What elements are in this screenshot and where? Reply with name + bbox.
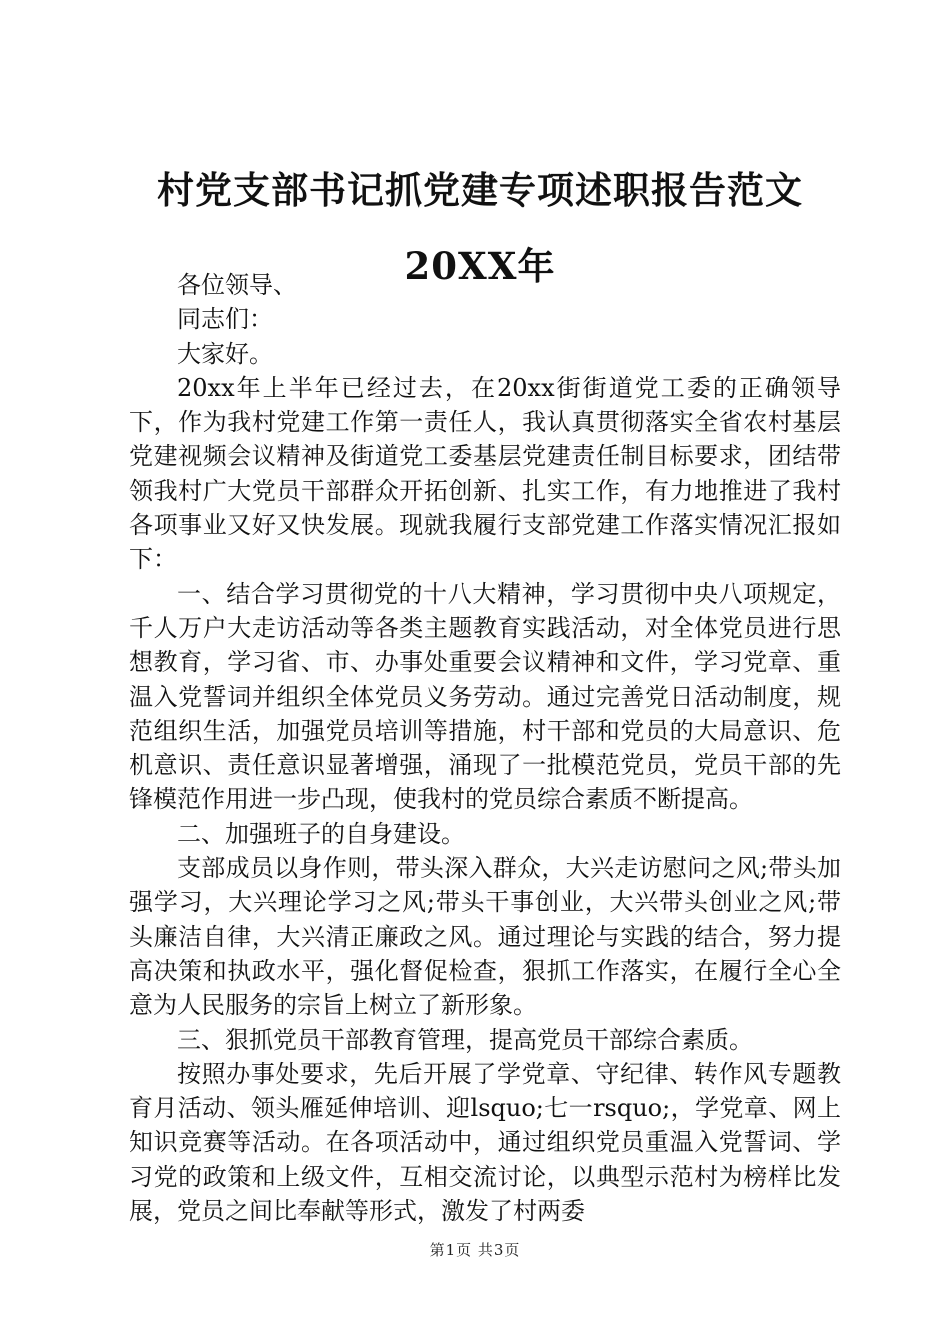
- greeting: 大家好。: [177, 339, 273, 368]
- intro-paragraph: 20xx年上半年已经过去，在20xx街街道党工委的正确领导下，作为我村党建工作第一责任人，我认真贯彻落实全省农村基层党建视频会议精神及街道党工委基层党建责任制目标要求，团结带领我村广大党员干部群众开拓创新、扎实工作，有力地推进了我村各项事业又好又快发展。现就我履行支部党建工作落实情况汇报如下：: [129, 373, 841, 574]
- document-title: 村党支部书记抓党建专项述职报告范文20XX年: [157, 168, 803, 288]
- salutation-comrades: 同志们：: [177, 305, 273, 334]
- document-body: [129, 268, 841, 1228]
- page-number-footer: 第1页 共3页: [429, 1241, 521, 1259]
- salutation-leaders: 各位领导、: [177, 271, 297, 299]
- section-two-heading: 二、加强班子的自身建设。: [177, 819, 465, 848]
- section-two-paragraph: 支部成员以身作则，带头深入群众，大兴走访慰问之风;带头加强学习，大兴理论学习之风;带头干事创业，大兴带头创业之风;带头廉洁自律，大兴清正廉政之风。通过理论与实践的结合，努力提高决策和执政水平，强化督促检查，狠抓工作落实，在履行全心全意为人民服务的宗旨上树立了新形象。: [129, 854, 841, 1020]
- section-three-heading: 三、狠抓党员干部教育管理，提高党员干部综合素质。: [177, 1025, 753, 1054]
- section-three-paragraph: 按照办事处要求，先后开展了学党章、守纪律、转作风专题教育月活动、领头雁延伸培训、迎lsquo;七一rsquo;，学党章、网上知识竞赛等活动。在各项活动中，通过组织党员重温入党誓词、学习党的政策和上级文件，互相交流讨论，以典型示范村为榜样比发展，党员之间比奉献等形式，激发了村两委: [129, 1059, 841, 1226]
- section-one-paragraph: 一、结合学习贯彻党的十八大精神，学习贯彻中央八项规定，千人万户大走访活动等各类主题教育实践活动，对全体党员进行思想教育，学习省、市、办事处重要会议精神和文件，学习党章、重温入党誓词并组织全体党员义务劳动。通过完善党日活动制度，规范组织生活，加强党员培训等措施，村干部和党员的大局意识、危机意识、责任意识显著增强，涌现了一批模范党员，党员干部的先锋模范作用进一步凸现，使我村的党员综合素质不断提高。: [129, 579, 841, 814]
